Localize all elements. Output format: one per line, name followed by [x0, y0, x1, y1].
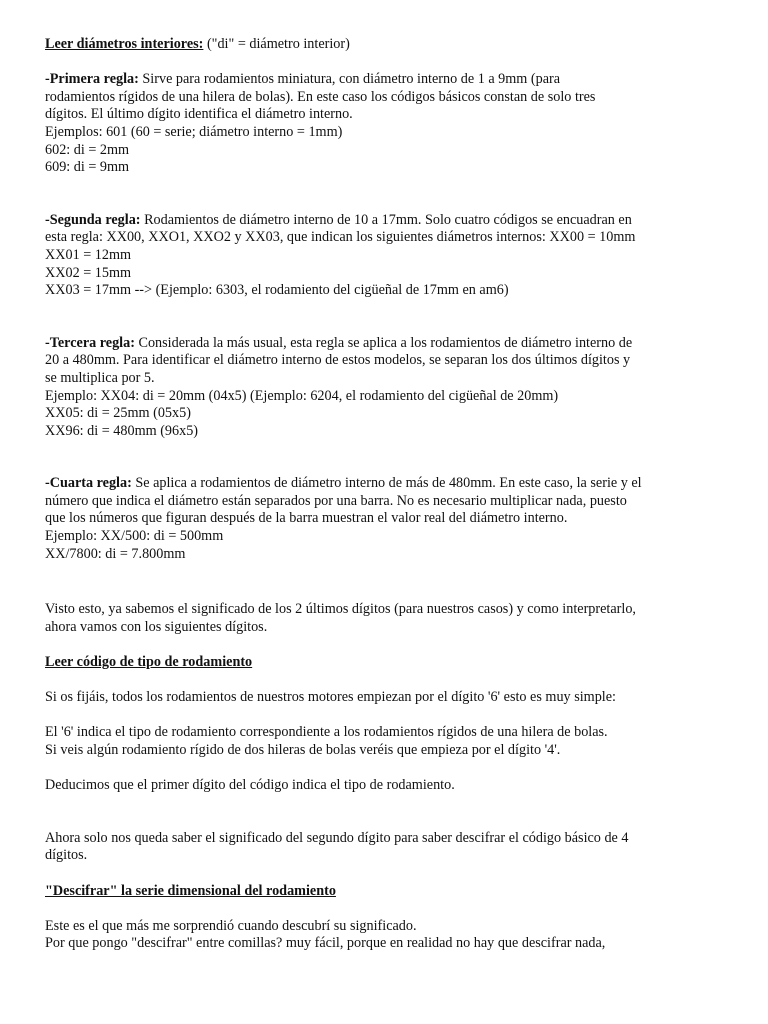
- rule-3-line: Ejemplo: XX04: di = 20mm (04x5) (Ejemplo: 6204, el rodamiento del cigüeñal de 20mm): [45, 387, 559, 404]
- rule-3-line: XX05: di = 25mm (05x5): [45, 405, 191, 422]
- section-heading-type: Leer código de tipo de rodamiento: [45, 654, 253, 671]
- summary-line: Visto esto, ya sabemos el significado de los 2 últimos dígitos (para nuestros casos) y como interpretarlo,: [45, 601, 636, 618]
- rule-4-paragraph: [45, 475, 725, 563]
- rule-4-line: Se aplica a rodamientos de diámetro interno de más de 480mm. En este caso, la serie y el: [131, 475, 642, 492]
- rule-1-line: Ejemplos: 601 (60 = serie; diámetro interno = 1mm): [45, 123, 343, 140]
- rule-1-line: rodamientos rígidos de una hilera de bolas). En este caso los códigos básicos constan de solo tres: [45, 88, 596, 105]
- rule-3-label: -Tercera regla:: [45, 334, 135, 351]
- type-paragraph-1: Si os fijáis, todos los rodamientos de nuestros motores empiezan por el dígito '6' esto es muy simple:: [45, 689, 616, 706]
- series-line: Este es el que más me sorprendió cuando descubrí su significado.: [45, 917, 417, 934]
- type-paragraph-2: [45, 724, 725, 759]
- rule-1-line: dígitos. El último dígito identifica el diámetro interno.: [45, 106, 353, 123]
- type-line: Ahora solo nos queda saber el significado del segundo dígito para saber descifrar el código básico de 4: [45, 829, 629, 846]
- rule-4-line: Ejemplo: XX/500: di = 500mm: [45, 528, 224, 545]
- rule-1-line: Sirve para rodamientos miniatura, con diámetro interno de 1 a 9mm (para: [138, 71, 561, 88]
- heading-note: ("di" = diámetro interior): [203, 36, 350, 52]
- rule-2-line: Rodamientos de diámetro interno de 10 a 17mm. Solo cuatro códigos se encuadran en: [140, 211, 632, 228]
- rule-1-paragraph: [45, 71, 725, 177]
- document-page: [45, 36, 725, 953]
- type-line: dígitos.: [45, 847, 88, 864]
- rule-2-line: XX01 = 12mm: [45, 246, 132, 263]
- type-line: Si veis algún rodamiento rígido de dos hileras de bolas veréis que empieza por el dígito '4'.: [45, 742, 561, 758]
- rule-4-label: -Cuarta regla:: [45, 475, 132, 492]
- rule-3-line: se multiplica por 5.: [45, 369, 155, 386]
- rule-3-paragraph: [45, 335, 725, 441]
- series-line: Por que pongo "descifrar" entre comillas? muy fácil, porque en realidad no hay que descifrar nada,: [45, 935, 606, 952]
- rule-2-line: XX02 = 15mm: [45, 264, 132, 281]
- rule-2-label: -Segunda regla:: [45, 211, 141, 228]
- type-paragraph-4: [45, 830, 725, 865]
- rule-1-label: -Primera regla:: [45, 71, 139, 88]
- rule-2-line: esta regla: XX00, XXO1, XXO2 y XX03, que indican los siguientes diámetros internos: XX00 = 10mm: [45, 229, 636, 246]
- heading-text: Leer diámetros interiores:: [45, 36, 204, 52]
- summary-paragraph: [45, 601, 725, 636]
- rule-2-line: XX03 = 17mm --> (Ejemplo: 6303, el rodamiento del cigüeñal de 17mm en am6): [45, 282, 509, 299]
- rule-2-paragraph: [45, 212, 725, 300]
- rule-3-line: 20 a 480mm. Para identificar el diámetro interno de estos modelos, se separan los dos últimos dígitos y: [45, 352, 631, 369]
- rule-4-line: que los números que figuran después de la barra muestran el valor real del diámetro interno.: [45, 510, 568, 527]
- summary-line: ahora vamos con los siguientes dígitos.: [45, 618, 268, 635]
- rule-3-line: Considerada la más usual, esta regla se aplica a los rodamientos de diámetro interno de: [134, 334, 633, 351]
- rule-4-line: número que indica el diámetro están separados por una barra. No es necesario multiplicar nada, puesto: [45, 492, 627, 509]
- section-heading-series: "Descifrar" la serie dimensional del rodamiento: [45, 882, 336, 899]
- rule-3-line: XX96: di = 480mm (96x5): [45, 422, 199, 439]
- rule-4-line: XX/7800: di = 7.800mm: [45, 545, 186, 562]
- section-heading-diameters: [45, 36, 725, 54]
- series-paragraph: [45, 918, 725, 953]
- rule-1-line: 609: di = 9mm: [45, 159, 130, 176]
- rule-1-line: 602: di = 2mm: [45, 141, 130, 158]
- type-line: El '6' indica el tipo de rodamiento correspondiente a los rodamientos rígidos de una hilera de bolas.: [45, 724, 608, 741]
- type-paragraph-3: Deducimos que el primer dígito del código indica el tipo de rodamiento.: [45, 777, 455, 794]
